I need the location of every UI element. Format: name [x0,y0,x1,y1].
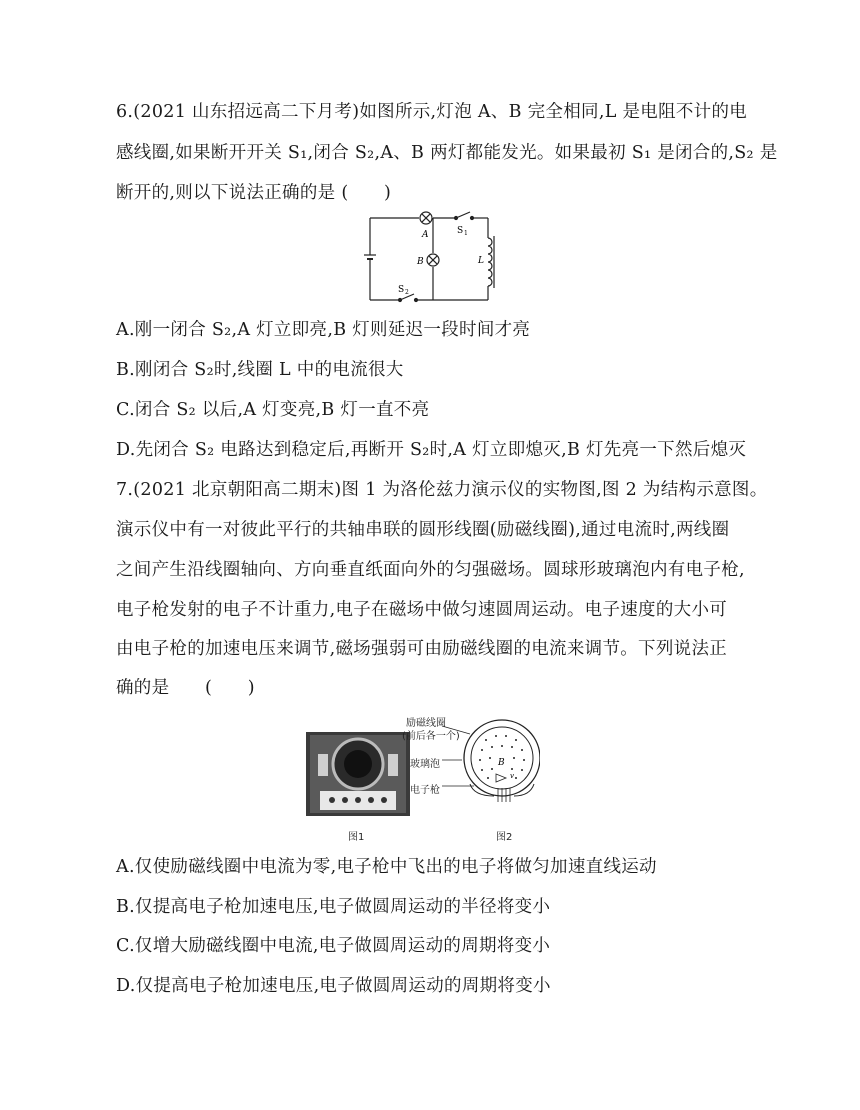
switch-s2-subscript: 2 [405,289,409,296]
q7-stem-line-6: 确的是 ( ) [116,678,255,698]
q6-option-d: D.先闭合 S₂ 电路达到稳定后,再断开 S₂时,A 灯立即熄灭,B 灯先亮一下然后熄灭 [116,440,747,460]
q7-stem-line-2: 演示仪中有一对彼此平行的共轴串联的圆形线圈(励磁线圈),通过电流时,两线圈 [116,520,730,540]
q6-stem-line-2: 感线圈,如果断开开关 S₁,闭合 S₂,A、B 两灯都能发光。如果最初 S₁ 是闭合的,S₂ 是 [116,143,778,163]
q7-option-c: C.仅增大励磁线圈中电流,电子做圆周运动的周期将变小 [116,936,551,956]
q7-stem-line-4: 电子枪发射的电子不计重力,电子在磁场中做匀速圆周运动。电子速度的大小可 [116,600,728,620]
q7-option-a: A.仅使励磁线圈中电流为零,电子枪中飞出的电子将做匀加速直线运动 [116,857,657,877]
lorentz-apparatus-photo [306,732,410,816]
lamp-b-label: B [417,257,424,267]
q7-stem-line-1: 7.(2021 北京朝阳高二期末)图 1 为洛伦兹力演示仪的实物图,图 2 为结构示意图。 [116,480,768,500]
switch-s1-subscript: 1 [464,230,468,237]
q6-option-b: B.刚闭合 S₂时,线圈 L 中的电流很大 [116,360,404,380]
figure-2-caption: 图2 [496,832,513,843]
lamp-a-label: A [422,230,429,240]
switch-s2-label: S [398,285,405,295]
q7-stem-line-3: 之间产生沿线圈轴向、方向垂直纸面向外的匀强磁场。圆球形玻璃泡内有电子枪, [116,560,745,580]
coil-label: 励磁线圈 [406,718,446,729]
q6-circuit-diagram [360,210,510,305]
q7-stem-line-5: 由电子枪的加速电压来调节,磁场强弱可由励磁线圈的电流来调节。下列说法正 [116,639,728,659]
q6-option-c: C.闭合 S₂ 以后,A 灯变亮,B 灯一直不亮 [116,400,430,420]
q6-stem-line-1: 6.(2021 山东招远高二下月考)如图所示,灯泡 A、B 完全相同,L 是电阻不计的电 [116,102,748,122]
q6-option-a: A.刚一闭合 S₂,A 灯立即亮,B 灯则延迟一段时间才亮 [116,320,531,340]
coil-note-label: (前后各一个) [402,731,460,742]
inductor-label: L [478,256,484,266]
gun-label: 电子枪 [410,785,440,796]
field-b-label: B [498,758,505,768]
switch-s1-label: S [457,226,464,236]
q7-option-b: B.仅提高电子枪加速电压,电子做圆周运动的半径将变小 [116,897,551,917]
bulb-label: 玻璃泡 [410,759,440,770]
q6-stem-line-3: 断开的,则以下说法正确的是 ( ) [116,183,392,203]
figure-1-caption: 图1 [348,832,365,843]
q7-option-d: D.仅提高电子枪加速电压,电子做圆周运动的周期将变小 [116,976,551,996]
figure-2-leader-lines [440,720,480,790]
velocity-label: v [510,772,514,780]
